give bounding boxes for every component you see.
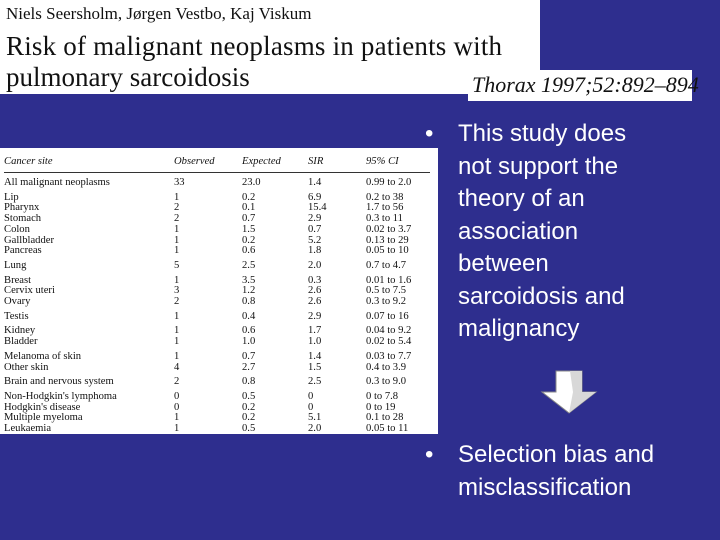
table-cell-value: 23.0 bbox=[242, 177, 261, 188]
table-cell-site: Leukaemia bbox=[4, 423, 52, 435]
table-cell-value: 0.01 to 1.6 bbox=[366, 274, 412, 286]
paper-title-line-1: Risk of malignant neoplasms in patients with bbox=[6, 31, 503, 61]
table-cell-value: 0.4 to 3.9 bbox=[366, 361, 407, 373]
column-header-sir: SIR bbox=[308, 156, 366, 173]
cancer-table bbox=[4, 156, 430, 435]
table-cell-value: 0.1 bbox=[242, 202, 256, 214]
table-cell-site: Testis bbox=[4, 310, 29, 322]
table-cell-value: 1.5 bbox=[308, 361, 322, 373]
table-cell-value: 2.9 bbox=[308, 213, 322, 225]
table-cell-value: 0.3 to 11 bbox=[366, 213, 403, 225]
table-row bbox=[4, 308, 430, 323]
table-cell-value: 0.07 to 16 bbox=[366, 310, 409, 322]
table-cell-value: 2 bbox=[174, 376, 180, 388]
table-cell-value: 2.0 bbox=[308, 259, 322, 271]
table-row bbox=[4, 373, 430, 388]
table-row bbox=[4, 272, 430, 287]
table-cell-site: All malignant neoplasms bbox=[4, 177, 110, 188]
table-cell-value: 5 bbox=[174, 259, 180, 271]
table-cell-value: 0 bbox=[174, 390, 180, 402]
table-cell-value: 0.2 bbox=[242, 191, 256, 203]
table-cell-value: 1.7 to 56 bbox=[366, 202, 404, 214]
table-cell-value: 0.05 to 11 bbox=[366, 423, 409, 435]
table-cell-site: Lung bbox=[4, 259, 27, 271]
table-cell-value: 0.3 to 9.0 bbox=[366, 376, 407, 388]
table-cell-value: 1.5 bbox=[242, 223, 256, 235]
table-cell-value: 0.2 bbox=[242, 234, 256, 246]
table-cell-value: 0.7 bbox=[242, 350, 256, 362]
table-cell-value: 2.0 bbox=[308, 423, 322, 435]
table-cell-value: 0 to 7.8 bbox=[366, 390, 399, 402]
bullet-item-2 bbox=[425, 439, 715, 509]
table-cell-value: 1.0 bbox=[308, 336, 322, 348]
paper-citation-box bbox=[468, 70, 699, 101]
table-cell-site: Colon bbox=[4, 223, 30, 235]
table-cell-site: Brain and nervous system bbox=[4, 376, 114, 388]
table-row bbox=[4, 246, 430, 257]
table-cell-value: 5.2 bbox=[308, 234, 322, 246]
down-arrow-icon bbox=[540, 370, 598, 414]
table-cell-value: 2.7 bbox=[242, 361, 256, 373]
table-cell-value: 1.8 bbox=[308, 245, 322, 257]
table-cell-value: 15.4 bbox=[308, 202, 327, 214]
table-cell-value: 0.6 bbox=[242, 325, 256, 337]
table-cell-site: Breast bbox=[4, 274, 32, 286]
paper-authors: Niels Seersholm, Jørgen Vestbo, Kaj Viskum bbox=[6, 4, 312, 23]
table-cell-site: Hodgkin's disease bbox=[4, 401, 81, 413]
table-body bbox=[4, 178, 430, 435]
table-cell-value: 1.4 bbox=[308, 177, 322, 188]
bullet-marker: • bbox=[425, 441, 434, 468]
table-cell-value: 0.6 bbox=[242, 245, 256, 257]
table-cell-value: 0.3 to 9.2 bbox=[366, 296, 407, 308]
table-cell-value: 1 bbox=[174, 191, 180, 203]
table-cell-value: 1 bbox=[174, 223, 180, 235]
column-header-expected: Expected bbox=[242, 156, 308, 173]
table-cell-value: 1 bbox=[174, 423, 180, 435]
table-cell-site: Cervix uteri bbox=[4, 285, 55, 297]
table-cell-value: 0.99 to 2.0 bbox=[366, 177, 412, 188]
table-cell-value: 1 bbox=[174, 325, 180, 337]
table-cell-value: 0.2 bbox=[242, 401, 256, 413]
table-cell-value: 1 bbox=[174, 310, 180, 322]
table-row bbox=[4, 178, 430, 189]
table-cell-value: 0.02 to 5.4 bbox=[366, 336, 412, 348]
table-cell-site: Stomach bbox=[4, 213, 42, 225]
table-cell-value: 1 bbox=[174, 336, 180, 348]
table-cell-value: 0.02 to 3.7 bbox=[366, 223, 412, 235]
paper-citation: Thorax 1997;52:892–894 bbox=[472, 72, 699, 97]
table-cell-value: 0.2 to 38 bbox=[366, 191, 404, 203]
bullet-marker: • bbox=[425, 120, 434, 147]
table-cell-value: 1.0 bbox=[242, 336, 256, 348]
table-cell-value: 0 to 19 bbox=[366, 401, 396, 413]
table-cell-value: 5.1 bbox=[308, 412, 322, 424]
table-row bbox=[4, 189, 430, 204]
table-row bbox=[4, 348, 430, 363]
table-cell-value: 3.5 bbox=[242, 274, 256, 286]
table-cell-site: Non-Hodgkin's lymphoma bbox=[4, 390, 117, 402]
table-cell-site: Pharynx bbox=[4, 202, 40, 214]
table-cell-value: 1 bbox=[174, 234, 180, 246]
table-cell-value: 2 bbox=[174, 296, 180, 308]
table-row bbox=[4, 363, 430, 374]
cancer-table-panel bbox=[0, 148, 438, 434]
table-cell-value: 2.6 bbox=[308, 285, 322, 297]
table-cell-value: 0.04 to 9.2 bbox=[366, 325, 412, 337]
table-cell-value: 0.5 bbox=[242, 423, 256, 435]
column-header-cancer-site: Cancer site bbox=[4, 156, 174, 173]
table-row bbox=[4, 225, 430, 236]
table-cell-site: Melanoma of skin bbox=[4, 350, 82, 362]
table-row bbox=[4, 257, 430, 272]
column-header-ci: 95% CI bbox=[366, 156, 430, 173]
table-cell-site: Kidney bbox=[4, 325, 36, 337]
table-cell-site: Ovary bbox=[4, 296, 31, 308]
table-cell-value: 0.1 to 28 bbox=[366, 412, 404, 424]
table-cell-value: 33 bbox=[174, 177, 185, 188]
paper-header bbox=[0, 0, 540, 94]
table-cell-site: Gallbladder bbox=[4, 234, 55, 246]
table-cell-value: 1 bbox=[174, 412, 180, 424]
table-cell-site: Multiple myeloma bbox=[4, 412, 83, 424]
table-cell-value: 1.4 bbox=[308, 350, 322, 362]
bullet-text: This study does not support the theory of an association between sarcoidosis and malignancy bbox=[458, 120, 627, 342]
table-header-row bbox=[4, 156, 430, 173]
table-cell-site: Pancreas bbox=[4, 245, 42, 257]
table-cell-value: 0 bbox=[308, 401, 314, 413]
column-header-observed: Observed bbox=[174, 156, 242, 173]
bullet-item-1 bbox=[425, 118, 715, 353]
table-cell-value: 0.5 bbox=[242, 390, 256, 402]
table-cell-value: 1 bbox=[174, 350, 180, 362]
table-cell-value: 0.8 bbox=[242, 296, 256, 308]
table-cell-value: 1 bbox=[174, 274, 180, 286]
table-cell-value: 0 bbox=[308, 390, 314, 402]
table-cell-value: 1 bbox=[174, 245, 180, 257]
table-cell-value: 0.05 to 10 bbox=[366, 245, 409, 257]
table-cell-value: 0.7 to 4.7 bbox=[366, 259, 407, 271]
table-cell-value: 2.5 bbox=[308, 376, 322, 388]
table-cell-value: 1.2 bbox=[242, 285, 256, 297]
table-cell-value: 4 bbox=[174, 361, 180, 373]
table-cell-value: 0.8 bbox=[242, 376, 256, 388]
table-row bbox=[4, 337, 430, 348]
table-cell-value: 0.4 bbox=[242, 310, 256, 322]
table-cell-value: 0 bbox=[174, 401, 180, 413]
paper-title-line-2: pulmonary sarcoidosis bbox=[6, 62, 250, 92]
table-row bbox=[4, 322, 430, 337]
table-cell-value: 3 bbox=[174, 285, 180, 297]
table-cell-value: 2.5 bbox=[242, 259, 256, 271]
table-cell-value: 0.7 bbox=[242, 213, 256, 225]
table-cell-value: 0.5 to 7.5 bbox=[366, 285, 407, 297]
table-row bbox=[4, 424, 430, 435]
table-cell-site: Other skin bbox=[4, 361, 49, 373]
table-cell-value: 2.9 bbox=[308, 310, 322, 322]
table-cell-value: 0.3 bbox=[308, 274, 322, 286]
table-cell-site: Bladder bbox=[4, 336, 38, 348]
table-row bbox=[4, 297, 430, 308]
table-cell-value: 0.7 bbox=[308, 223, 322, 235]
table-cell-value: 2.6 bbox=[308, 296, 322, 308]
table-cell-value: 2 bbox=[174, 202, 180, 214]
table-cell-value: 1.7 bbox=[308, 325, 322, 337]
bullet-text: Selection bias and misclassification bbox=[458, 441, 655, 501]
table-cell-value: 0.13 to 29 bbox=[366, 234, 409, 246]
table-row bbox=[4, 388, 430, 403]
table-cell-site: Lip bbox=[4, 191, 19, 203]
table-cell-value: 0.2 bbox=[242, 412, 256, 424]
table-cell-value: 6.9 bbox=[308, 191, 322, 203]
table-cell-value: 0.03 to 7.7 bbox=[366, 350, 412, 362]
table-cell-value: 2 bbox=[174, 213, 180, 225]
